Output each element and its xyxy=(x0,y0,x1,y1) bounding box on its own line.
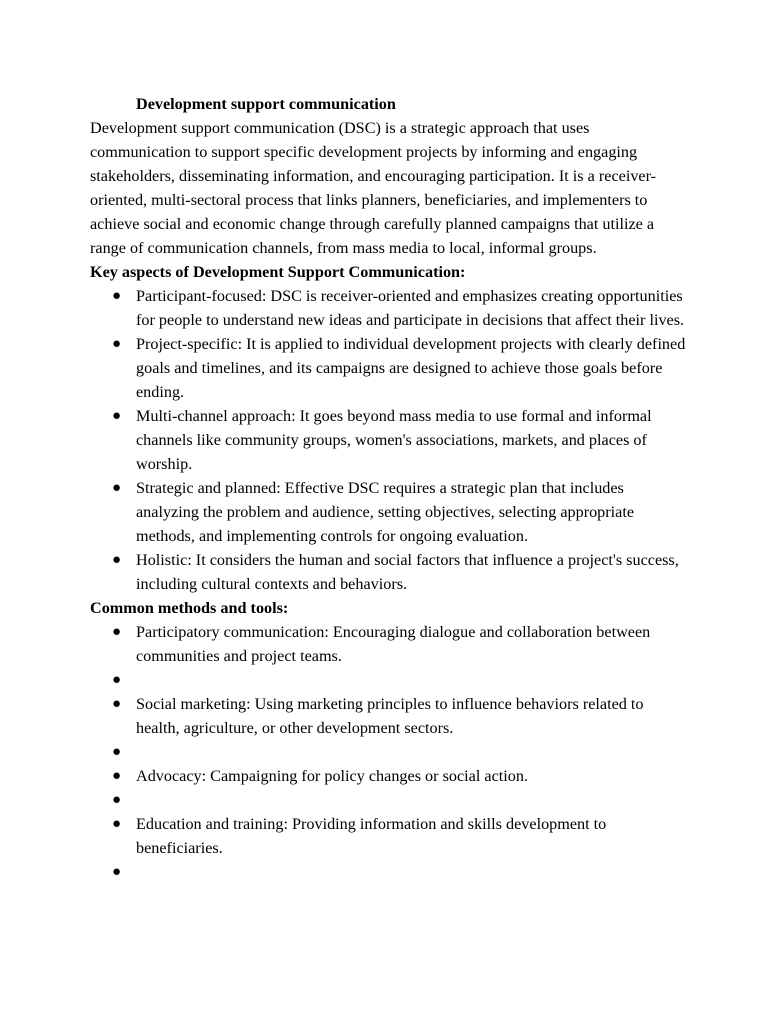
list-item-text: Holistic: It considers the human and social factors that influence a project's success, including cultural contexts and behaviors. xyxy=(136,551,679,593)
list-item xyxy=(90,668,690,692)
list-item xyxy=(90,812,690,860)
bullet-icon: ● xyxy=(112,768,122,784)
list-item xyxy=(90,284,690,332)
list-item xyxy=(90,332,690,404)
bullet-icon: ● xyxy=(112,552,122,568)
bullet-icon: ● xyxy=(112,624,122,640)
key-aspects-heading: Key aspects of Development Support Communication: xyxy=(90,263,466,281)
methods-heading: Common methods and tools: xyxy=(90,599,289,617)
methods-list xyxy=(90,620,690,884)
list-item xyxy=(90,476,690,548)
list-item-text: Social marketing: Using marketing principles to influence behaviors related to health, agriculture, or other development sectors. xyxy=(136,695,644,737)
list-item xyxy=(90,692,690,740)
bullet-icon: ● xyxy=(112,672,122,688)
intro-paragraph: Development support communication (DSC) is a strategic approach that uses communication to support specific development projects by informing and engaging stakeholders, disseminating information, and encouraging participation. It is a receiver-oriented, multi-sectoral process that links planners, beneficiaries, and implementers to achieve social and economic change through carefully planned campaigns that utilize a range of communication channels, from mass media to local, informal groups. xyxy=(90,119,657,257)
list-item xyxy=(90,620,690,668)
list-item xyxy=(90,764,690,788)
list-item xyxy=(90,740,690,764)
bullet-icon: ● xyxy=(112,864,122,880)
bullet-icon: ● xyxy=(112,336,122,352)
list-item-text: Strategic and planned: Effective DSC requires a strategic plan that includes analyzing the problem and audience, setting objectives, selecting appropriate methods, and implementing controls for ongoing evaluation. xyxy=(136,479,635,545)
list-item-text: Participatory communication: Encouraging dialogue and collaboration between communities and project teams. xyxy=(136,623,651,665)
document-page xyxy=(90,92,690,884)
list-item-text: Project-specific: It is applied to individual development projects with clearly defined goals and timelines, and its campaigns are designed to achieve those goals before ending. xyxy=(136,335,686,401)
list-item xyxy=(90,404,690,476)
list-item xyxy=(90,548,690,596)
list-item-text: Education and training: Providing information and skills development to beneficiaries. xyxy=(136,815,607,857)
key-aspects-list xyxy=(90,284,690,596)
bullet-icon: ● xyxy=(112,744,122,760)
list-item xyxy=(90,788,690,812)
bullet-icon: ● xyxy=(112,288,122,304)
bullet-icon: ● xyxy=(112,792,122,808)
document-title: Development support communication xyxy=(136,95,396,113)
list-item-text: Advocacy: Campaigning for policy changes or social action. xyxy=(136,767,528,785)
bullet-icon: ● xyxy=(112,408,122,424)
list-item-text: Multi-channel approach: It goes beyond mass media to use formal and informal channels like community groups, women's associations, markets, and places of worship. xyxy=(136,407,652,473)
list-item-text: Participant-focused: DSC is receiver-oriented and emphasizes creating opportunities for people to understand new ideas and participate in decisions that affect their lives. xyxy=(136,287,685,329)
bullet-icon: ● xyxy=(112,480,122,496)
bullet-icon: ● xyxy=(112,816,122,832)
list-item xyxy=(90,860,690,884)
bullet-icon: ● xyxy=(112,696,122,712)
